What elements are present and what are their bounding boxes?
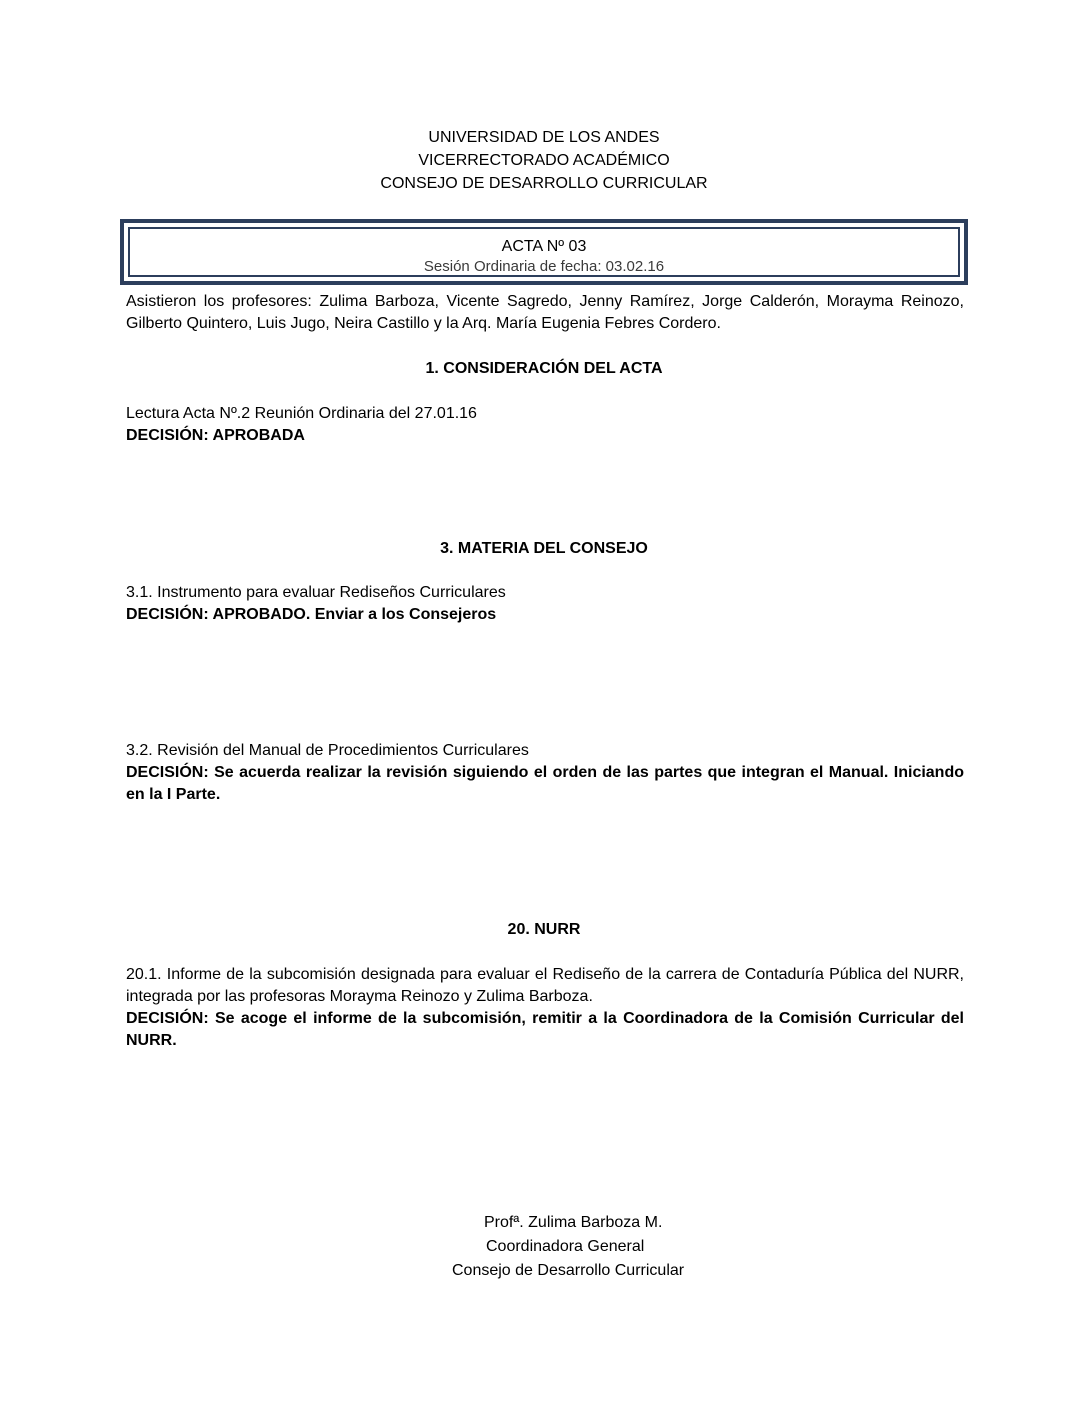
section-3-title: 3. MATERIA DEL CONSEJO — [440, 540, 648, 557]
section-1-decision: DECISIÓN: APROBADA — [126, 427, 305, 444]
signature-block — [430, 1211, 710, 1283]
acta-title: ACTA Nº 03 — [501, 238, 587, 255]
acta-box-inner — [128, 227, 960, 277]
section-3-item-1 — [126, 582, 964, 626]
section-1-item — [126, 403, 964, 447]
section-20-item-text: 20.1. Informe de la subcomisión designada para evaluar el Rediseño de la carrera de Contaduría Pública del NURR, integrada por las profesoras Morayma Reinozo y Zulima Barboza. — [126, 966, 964, 1005]
section-3-item-2-text: 3.2. Revisión del Manual de Procedimientos Curriculares — [126, 742, 529, 759]
section-3-decision-1: DECISIÓN: APROBADO. Enviar a los Consejeros — [126, 606, 497, 623]
signature-name: Profª. Zulima Barboza M. — [484, 1214, 663, 1231]
acta-box — [120, 219, 968, 285]
section-20-decision: DECISIÓN: Se acoge el informe de la subcomisión, remitir a la Coordinadora de la Comisión Curricular del NURR. — [126, 1010, 964, 1049]
signature-body: Consejo de Desarrollo Curricular — [452, 1262, 685, 1279]
vicerrectorado-name: VICERRECTORADO ACADÉMICO — [418, 152, 670, 169]
section-1-title: 1. CONSIDERACIÓN DEL ACTA — [425, 360, 663, 377]
signature-role: Coordinadora General — [486, 1238, 645, 1255]
section-1-item-text: Lectura Acta Nº.2 Reunión Ordinaria del 27.01.16 — [126, 405, 477, 422]
section-20-title: 20. NURR — [507, 921, 581, 938]
section-3-item-2 — [126, 740, 964, 806]
session-date: Sesión Ordinaria de fecha: 03.02.16 — [423, 258, 665, 275]
university-name: UNIVERSIDAD DE LOS ANDES — [428, 129, 660, 146]
section-3-decision-2: DECISIÓN: Se acuerda realizar la revisión siguiendo el orden de las partes que integran el Manual. Iniciando en la I Parte. — [126, 764, 964, 803]
attendance-paragraph: Asistieron los profesores: Zulima Barboza, Vicente Sagredo, Jenny Ramírez, Jorge Calderón, Morayma Reinozo, Gilberto Quintero, Luis Jugo, Neira Castillo y la Arq. María Eugenia Febres Cordero. — [126, 293, 964, 332]
section-20-item — [126, 964, 964, 1052]
document-header — [0, 126, 1088, 195]
council-name: CONSEJO DE DESARROLLO CURRICULAR — [380, 175, 708, 192]
section-3-item-1-text: 3.1. Instrumento para evaluar Rediseños Curriculares — [126, 584, 506, 601]
